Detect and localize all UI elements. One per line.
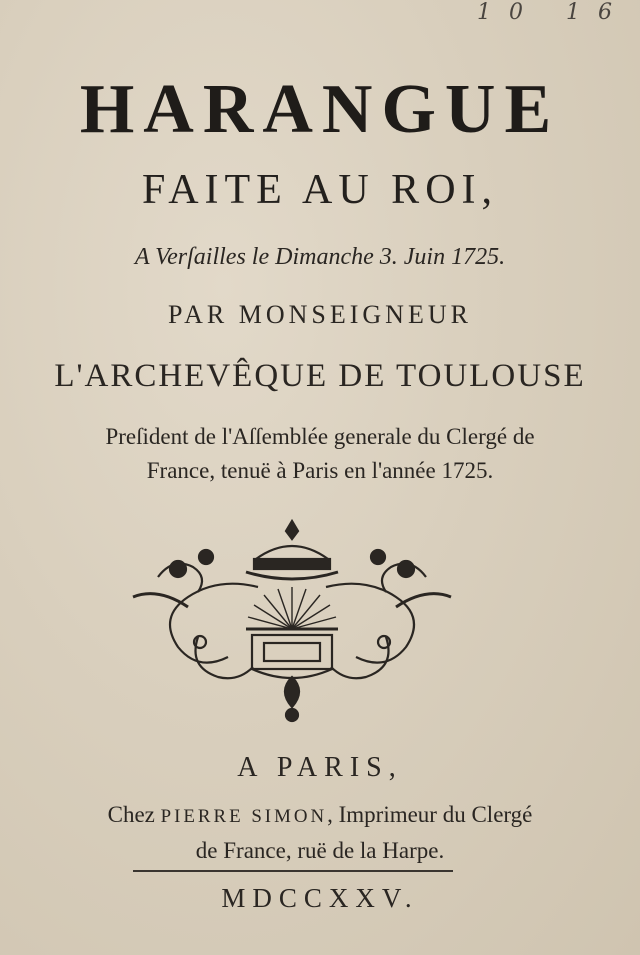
handwritten-note: 10 16 bbox=[477, 0, 630, 25]
main-title: HARANGUE bbox=[79, 71, 561, 148]
president-line-2: France, tenuë à Paris en l'année 1725. bbox=[146, 458, 494, 483]
publisher-rest: , Imprimeur du Clergé bbox=[327, 802, 533, 827]
place-date-line: A Verſailles le Dimanche 3. Juin 1725. bbox=[134, 244, 506, 270]
subtitle: FAITE AU ROI, bbox=[141, 167, 499, 213]
publisher-line-1 bbox=[0, 798, 640, 834]
a-paris: A PARIS, bbox=[237, 752, 403, 783]
par-monseigneur: PAR MONSEIGNEUR bbox=[168, 300, 472, 329]
president-line-1: Preſident de l'Aſſemblée generale du Clergé de bbox=[105, 424, 535, 449]
president-block bbox=[0, 420, 640, 488]
printers-ornament bbox=[128, 517, 456, 727]
publisher-block bbox=[0, 798, 640, 868]
divider-rule bbox=[133, 870, 453, 872]
publisher-name: PIERRE SIMON bbox=[160, 806, 328, 827]
imprint-year: MDCCXXV. bbox=[221, 883, 419, 913]
archbishop-line: L'ARCHEVÊQUE DE TOULOUSE bbox=[54, 358, 586, 394]
publisher-prefix: Chez bbox=[107, 802, 161, 827]
publisher-line-2: de France, ruë de la Harpe. bbox=[195, 838, 445, 863]
